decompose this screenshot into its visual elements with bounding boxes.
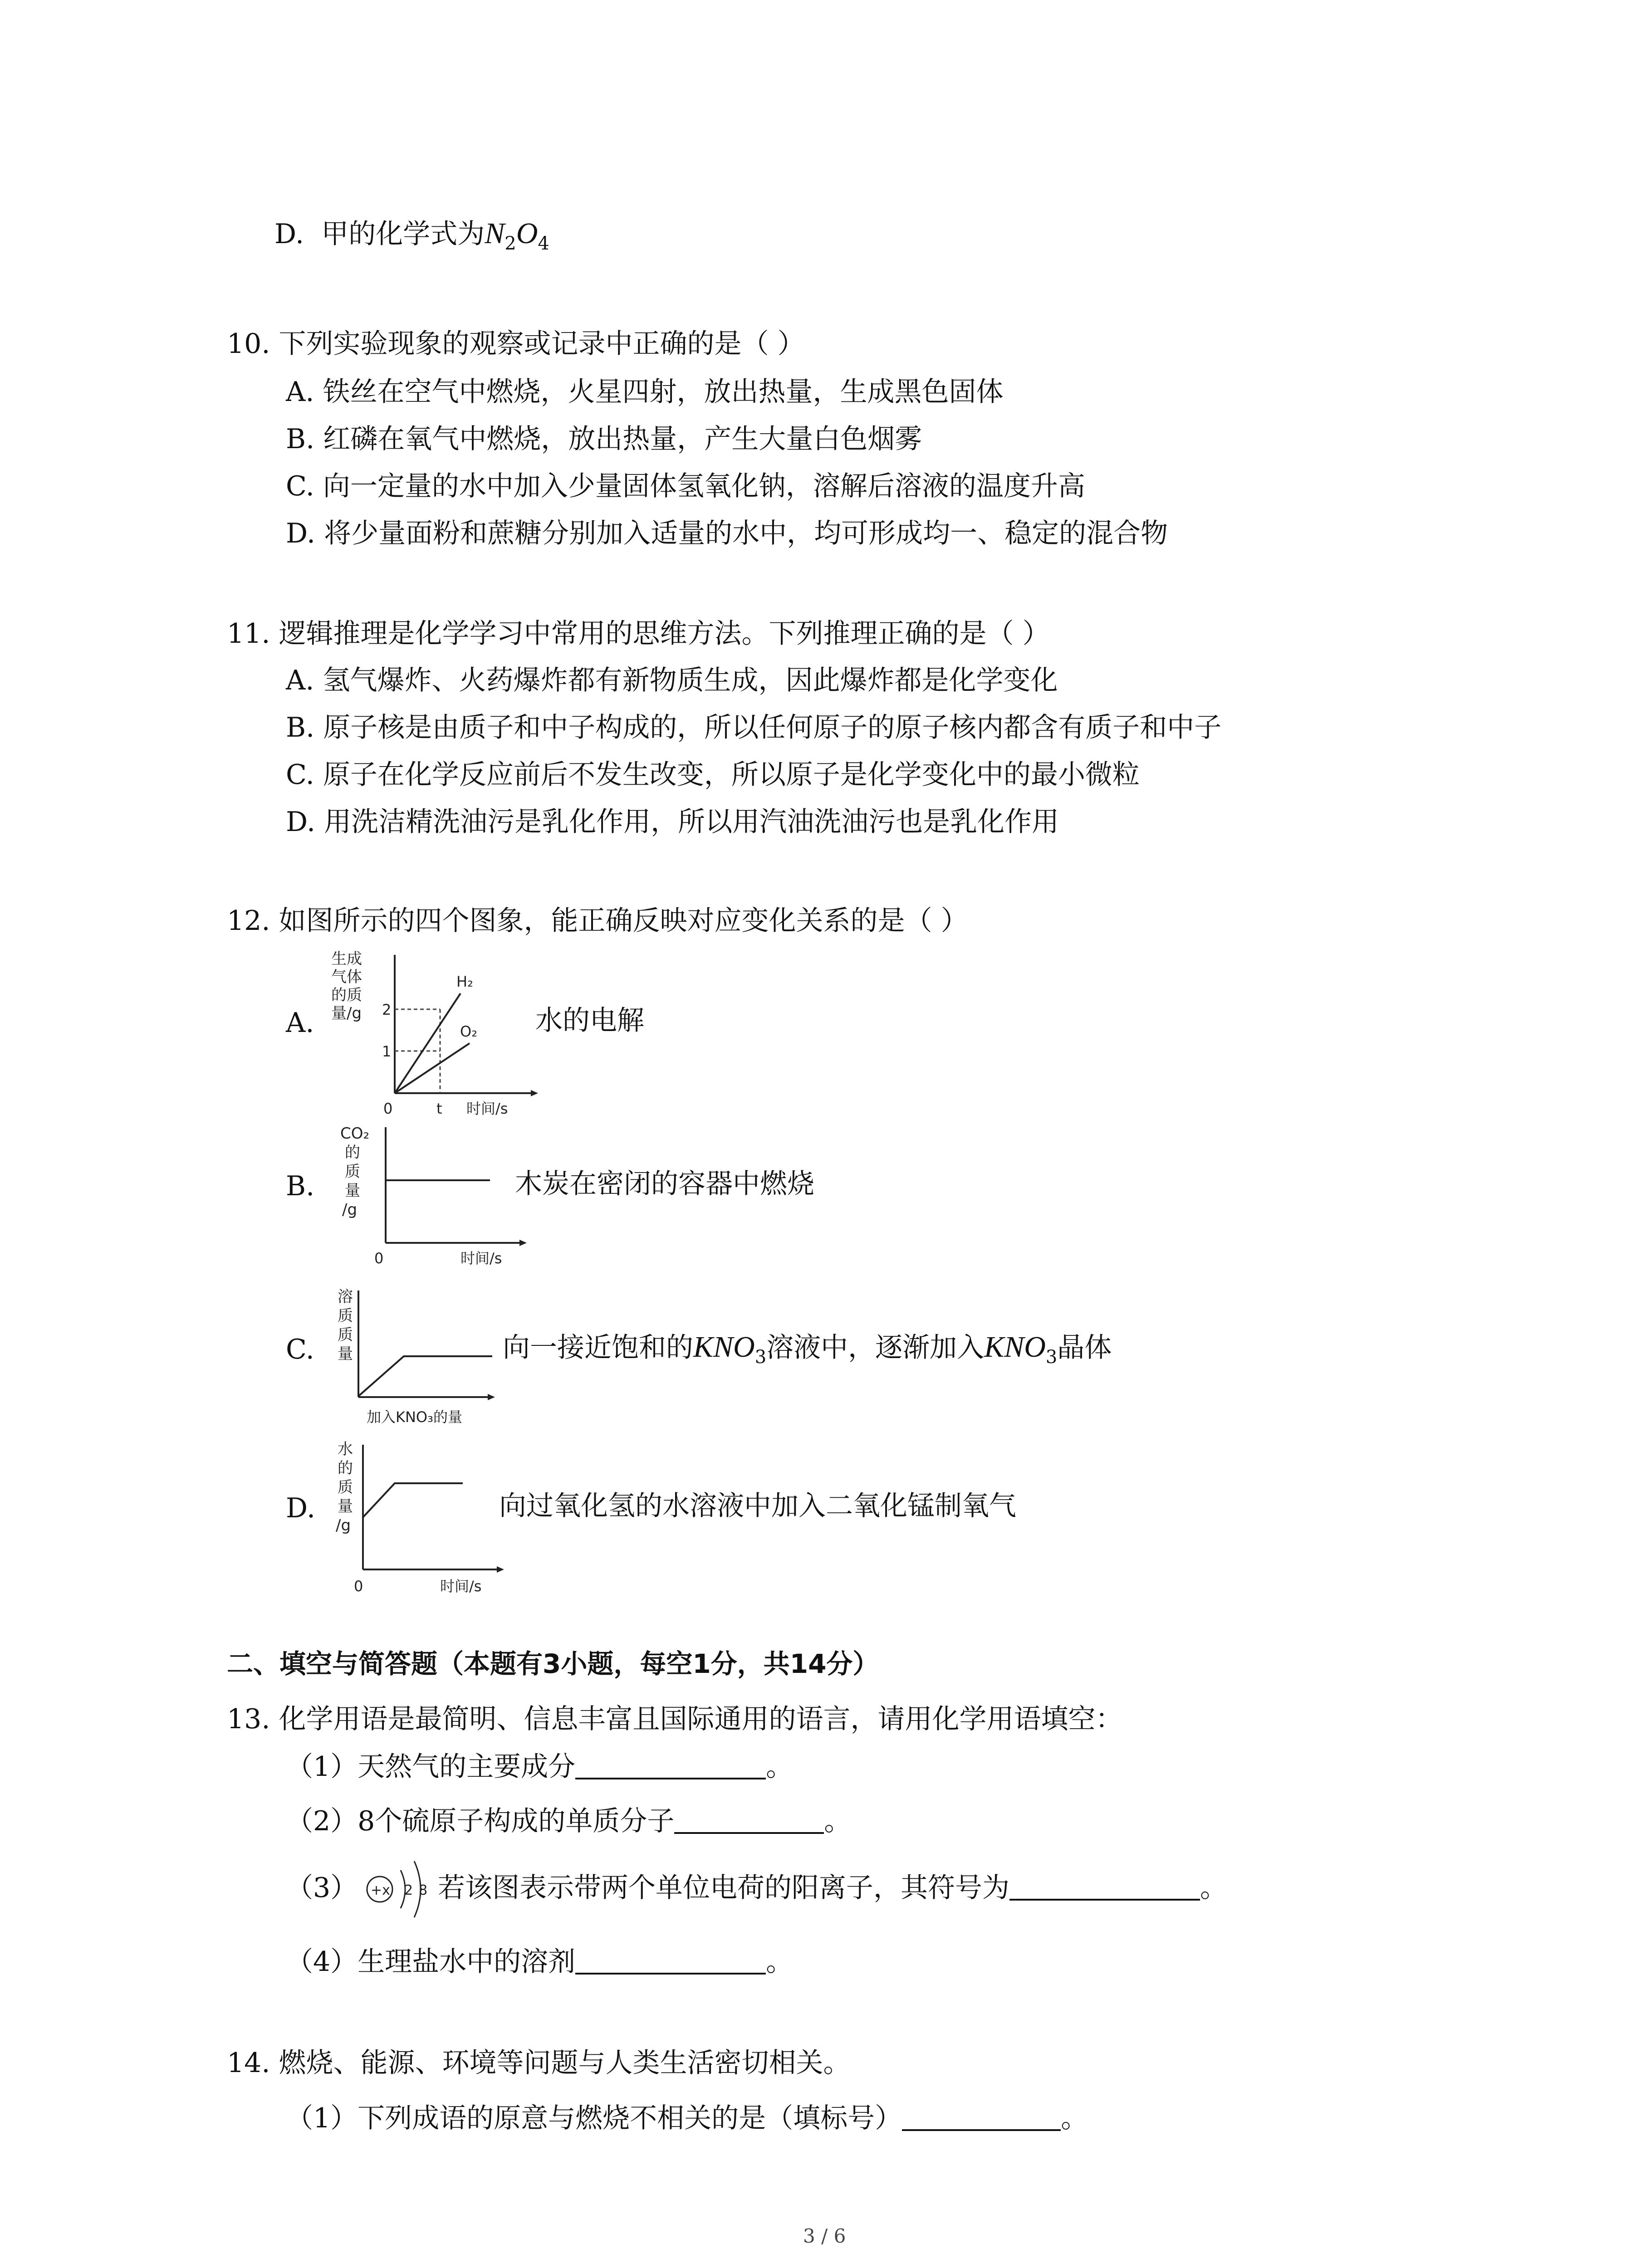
q12-option-d-letter: D.	[286, 1492, 316, 1524]
section-2-title: 二、填空与简答题（本题有3小题，每空1分，共14分）	[227, 1648, 879, 1679]
chart-a-label-o2: O₂	[460, 1023, 478, 1040]
q12-option-d-caption: 向过氧化氢的水溶液中加入二氧化锰制氧气	[499, 1490, 1016, 1522]
chart-a-ylabel-4: 量/g	[331, 1004, 362, 1022]
chart-a-ylabel-2: 气体	[331, 968, 362, 986]
q14-item-1	[286, 2100, 1088, 2136]
q12-stem: 12. 如图所示的四个图象，能正确反映对应变化关系的是（ ）	[227, 905, 968, 937]
chart-a-series-o2	[395, 1043, 470, 1093]
chart-d-xlabel: 时间/s	[440, 1578, 482, 1595]
shell-1-count: 2	[404, 1882, 413, 1898]
item-punct: 。	[824, 1805, 852, 1837]
q13-item-3	[438, 1870, 1227, 1906]
chart-b-xlabel: 时间/s	[460, 1250, 502, 1267]
item-punct: 。	[1061, 2102, 1088, 2134]
chart-a-water-electrolysis	[331, 946, 540, 1118]
q10-option-c: C. 向一定量的水中加入少量固体氢氧化钠，溶解后溶液的温度升高	[286, 470, 1085, 502]
q12-option-a-letter: A.	[286, 1007, 314, 1039]
q11-stem: 11. 逻辑推理是化学学习中常用的思维方法。下列推理正确的是（ ）	[227, 618, 1050, 650]
q9-option-d	[274, 215, 549, 262]
chart-b-ylabel-1: CO₂	[340, 1124, 370, 1143]
q11-option-c: C. 原子在化学反应前后不发生改变，所以原子是化学变化中的最小微粒	[286, 759, 1140, 791]
chart-d-ylabel-3: 质	[338, 1478, 353, 1496]
chart-b-x-arrow	[519, 1240, 527, 1246]
chart-a-xtick-0: 0	[383, 1100, 393, 1117]
q11-option-b: B. 原子核是由质子和中子构成的，所以任何原子的原子核内都含有质子和中子	[286, 712, 1222, 743]
chart-a-xlabel: 时间/s	[466, 1100, 508, 1117]
option-letter: D.	[274, 218, 304, 250]
chart-b-ylabel-3: 质	[345, 1163, 360, 1181]
caption-text: 向一接近饱和的	[503, 1332, 693, 1364]
chart-c-ylabel-1: 溶	[338, 1288, 353, 1306]
chart-c-ylabel-4: 量	[338, 1345, 353, 1363]
item-text: （1）天然气的主要成分	[286, 1751, 576, 1783]
q13-stem: 13. 化学用语是最简明、信息丰富且国际通用的语言，请用化学用语填空：	[227, 1703, 1123, 1735]
chart-a-label-h2: H₂	[456, 973, 473, 990]
q11-option-a: A. 氢气爆炸、火药爆炸都有新物质生成，因此爆炸都是化学变化	[286, 665, 1058, 696]
q12-option-c-caption	[503, 1329, 1112, 1375]
q12-option-b-caption: 木炭在密闭的容器中燃烧	[515, 1168, 814, 1200]
chart-d-ylabel-2: 的	[338, 1459, 353, 1477]
caption-text: 晶体	[1057, 1332, 1112, 1364]
chart-b-ylabel-4: 量	[345, 1182, 360, 1200]
formula-kno: KNO	[984, 1330, 1046, 1364]
page-number: 3 / 6	[803, 2225, 846, 2247]
chart-d-xtick-0: 0	[354, 1578, 363, 1595]
q11-option-d: D. 用洗洁精洗油污是乳化作用，所以用汽油洗油污也是乳化作用	[286, 806, 1059, 838]
chart-d-x-arrow	[497, 1566, 504, 1573]
subscript: 3	[754, 1347, 767, 1368]
shell-2-count: 8	[419, 1882, 428, 1898]
chart-a-ytick-2: 2	[382, 1001, 392, 1018]
chart-d-series-line	[363, 1483, 463, 1517]
q10-stem: 10. 下列实验现象的观察或记录中正确的是（ ）	[227, 328, 805, 360]
chart-c-series-line	[358, 1356, 492, 1396]
answer-blank[interactable]	[674, 1804, 824, 1834]
chart-d-ylabel-5: /g	[336, 1516, 351, 1535]
item-text: （2）8个硫原子构成的单质分子	[286, 1805, 675, 1837]
formula-o: O	[516, 217, 538, 250]
item-punct: 。	[766, 1946, 794, 1978]
item-text: （4）生理盐水中的溶剂	[286, 1946, 576, 1978]
chart-b-ylabel-2: 的	[345, 1144, 360, 1162]
item-text: （1）下列成语的原意与燃烧不相关的是（填标号）	[286, 2102, 902, 2134]
q13-item-4	[286, 1944, 793, 1980]
q14-stem: 14. 燃烧、能源、环境等问题与人类生活密切相关。	[227, 2047, 851, 2079]
q13-item-3-prefix: （3）	[286, 1872, 358, 1904]
q10-option-d: D. 将少量面粉和蔗糖分别加入适量的水中，均可形成均一、稳定的混合物	[286, 518, 1168, 549]
answer-blank[interactable]	[575, 1750, 766, 1779]
answer-blank[interactable]	[1009, 1871, 1200, 1901]
chart-d-ylabel-4: 量	[338, 1497, 353, 1515]
chart-a-ylabel-3: 的质	[331, 986, 362, 1004]
subscript: 4	[538, 233, 549, 254]
chart-c-ylabel-3: 质	[338, 1326, 353, 1344]
chart-a-ytick-1: 1	[382, 1043, 392, 1060]
answer-blank[interactable]	[575, 1945, 766, 1975]
caption-text: 溶液中，逐渐加入	[766, 1332, 985, 1364]
q10-option-a: A. 铁丝在空气中燃烧，火星四射，放出热量，生成黑色固体	[286, 376, 1004, 408]
chart-b-xtick-0: 0	[374, 1250, 384, 1267]
atom-structure-diagram	[361, 1853, 442, 1926]
chart-a-ylabel-1: 生成	[331, 950, 362, 968]
item-punct: 。	[766, 1751, 794, 1783]
subscript: 3	[1045, 1347, 1058, 1368]
q12-option-a-caption: 水的电解	[535, 1005, 644, 1036]
chart-a-xtick-t: t	[436, 1100, 442, 1117]
formula-n: N	[485, 217, 505, 250]
chart-b-ylabel-5: /g	[342, 1201, 358, 1219]
chart-a-x-arrow	[531, 1090, 538, 1096]
option-text: 甲的化学式为	[321, 218, 485, 250]
chart-d-ylabel-1: 水	[338, 1440, 353, 1458]
nucleus-charge: +x	[371, 1882, 390, 1898]
item-text: 若该图表示带两个单位电荷的阳离子，其符号为	[438, 1872, 1009, 1904]
chart-c-ylabel-2: 质	[338, 1307, 353, 1325]
q13-item-1	[286, 1749, 793, 1785]
q12-option-c-letter: C.	[286, 1334, 314, 1365]
chart-a-series-h2	[395, 993, 460, 1093]
item-punct: 。	[1200, 1872, 1227, 1904]
q13-item-2	[286, 1803, 851, 1839]
subscript: 2	[505, 233, 516, 254]
q10-option-b: B. 红磷在氧气中燃烧，放出热量，产生大量白色烟雾	[286, 423, 922, 455]
formula-kno: KNO	[693, 1330, 755, 1364]
chart-c-xlabel: 加入KNO₃的量	[367, 1408, 462, 1426]
q12-option-b-letter: B.	[286, 1170, 315, 1202]
chart-c-x-arrow	[488, 1394, 495, 1400]
answer-blank[interactable]	[902, 2101, 1061, 2131]
chart-b-charcoal-combustion	[331, 1120, 540, 1275]
